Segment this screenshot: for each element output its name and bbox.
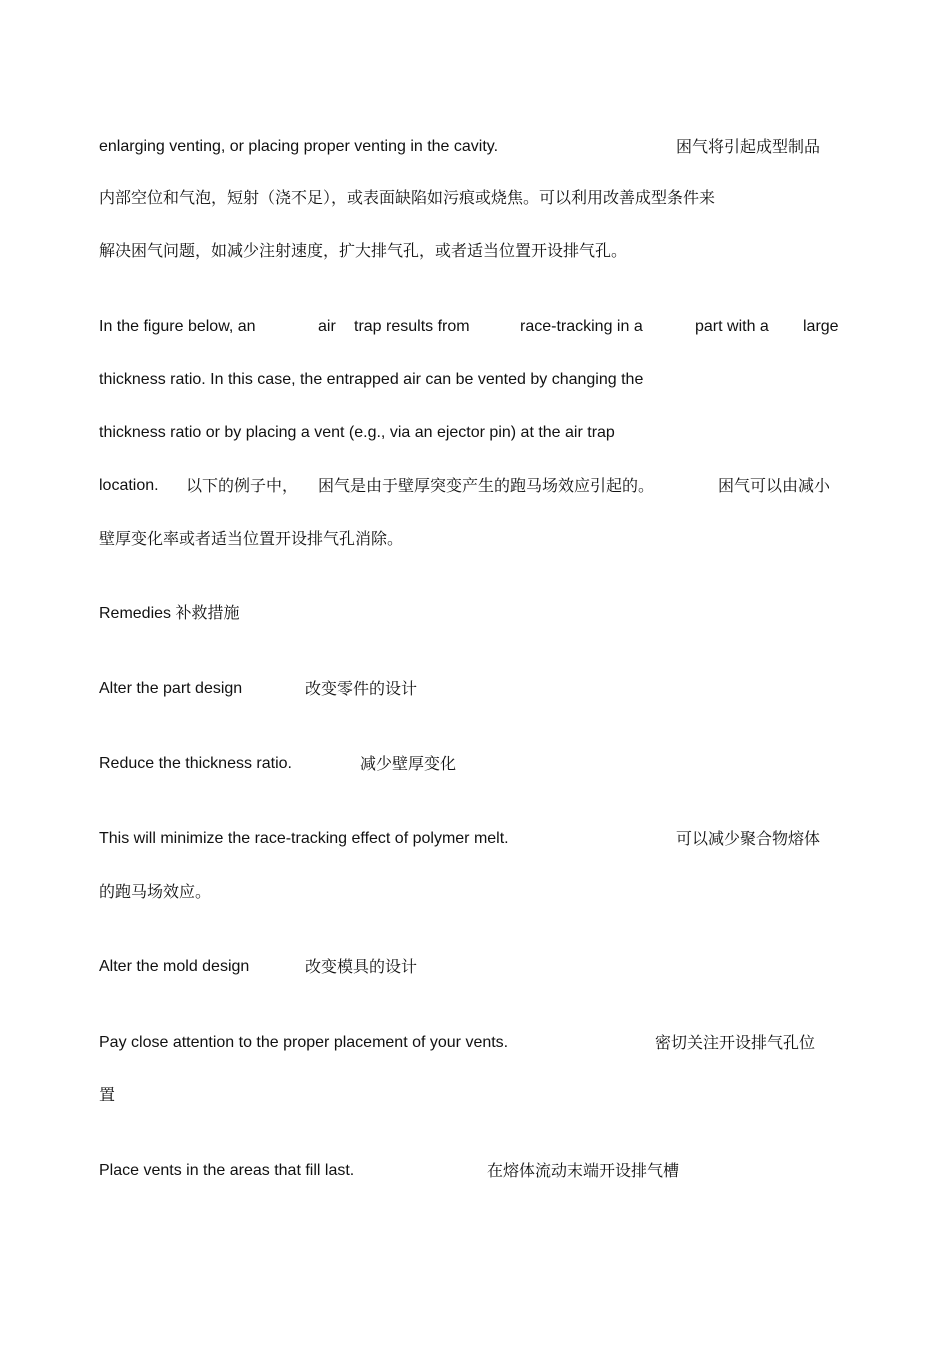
fill-last-zh: 在熔体流动末端开设排气槽 — [487, 1161, 680, 1180]
paragraph2-line4-en: location. — [99, 477, 159, 494]
paragraph2-line4-zh2: 困气是由于壁厚突变产生的跑马场效应引起的。 — [318, 476, 655, 495]
part-design-zh: 改变零件的设计 — [305, 679, 418, 698]
mold-design-zh: 改变模具的设计 — [305, 957, 418, 976]
thickness-zh: 减少壁厚变化 — [360, 754, 457, 773]
paragraph2-line1-word2: air — [318, 318, 336, 335]
paragraph1-line1-zh: 困气将引起成型制品 — [676, 137, 821, 156]
paragraph2-line1-word6: large — [803, 318, 839, 335]
paragraph1-line2: 内部空位和气泡，短射（浇不足），或表面缺陷如污痕或烧焦。可以利用改善成型条件来 — [99, 188, 716, 207]
paragraph2-line4-zh3: 困气可以由减小 — [718, 476, 831, 495]
paragraph2-line4-zh1: 以下的例子中， — [186, 476, 299, 495]
paragraph2-line1-word3: trap results from — [354, 318, 470, 335]
race-tracking-zh: 可以减少聚合物熔体 — [676, 829, 821, 848]
paragraph1-line3: 解决困气问题，如减少注射速度，扩大排气孔，或者适当位置开设排气孔。 — [99, 241, 628, 260]
vents-placement-en: Pay close attention to the proper placement of your vents. — [99, 1034, 509, 1051]
race-tracking-en: This will minimize the race-tracking effect of polymer melt. — [99, 830, 509, 847]
race-tracking-zh-cont: 的跑马场效应。 — [99, 882, 212, 901]
paragraph1-line1-en: enlarging venting, or placing proper venting in the cavity. — [99, 138, 499, 155]
paragraph2-line1-word4: race-tracking in a — [520, 318, 643, 335]
mold-design-en: Alter the mold design — [99, 958, 250, 975]
remedies-heading: Remedies 补救措施 — [99, 605, 240, 622]
thickness-en: Reduce the thickness ratio. — [99, 755, 292, 772]
vents-placement-zh: 密切关注开设排气孔位 — [655, 1033, 816, 1052]
paragraph2-line1-word1: In the figure below, an — [99, 318, 256, 335]
paragraph2-line3: thickness ratio or by placing a vent (e.g., via an ejector pin) at the air trap — [99, 424, 615, 441]
paragraph2-line2: thickness ratio. In this case, the entrapped air can be vented by changing the — [99, 371, 644, 388]
paragraph2-line5: 壁厚变化率或者适当位置开设排气孔消除。 — [99, 529, 404, 548]
paragraph2-line1-word5: part with a — [695, 318, 769, 335]
part-design-en: Alter the part design — [99, 680, 243, 697]
vents-placement-zh-cont: 置 — [99, 1085, 116, 1104]
fill-last-en: Place vents in the areas that fill last. — [99, 1162, 355, 1179]
